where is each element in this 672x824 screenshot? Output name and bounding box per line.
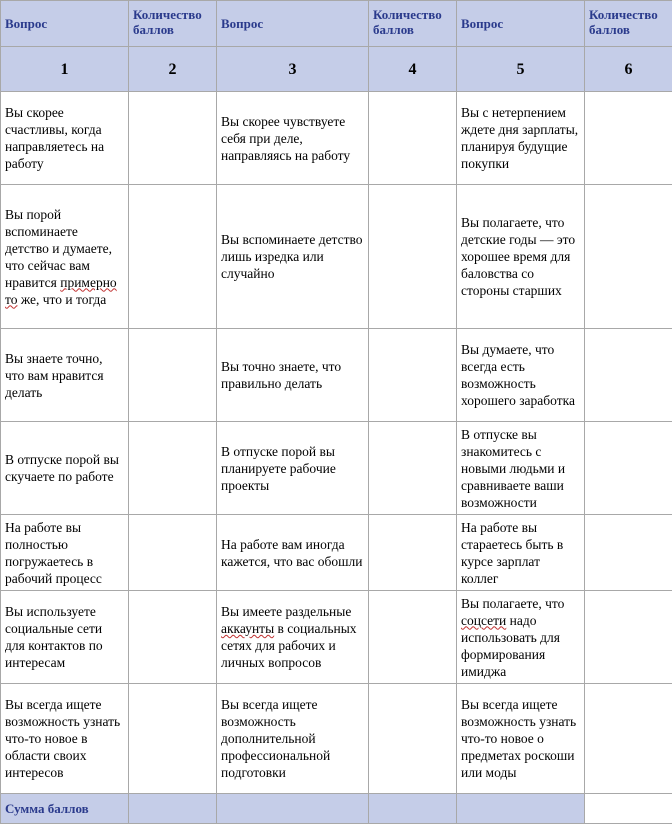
score-cell[interactable] — [369, 185, 457, 329]
sum-label: Сумма баллов — [1, 794, 129, 824]
header-score-2: Количество баллов — [369, 1, 457, 47]
question-cell: Вы полагаете, что детские годы — это хорошее время для баловства со стороны старших — [457, 185, 585, 329]
question-cell: Вы думаете, что всегда есть возможность хорошего заработка — [457, 329, 585, 422]
score-cell[interactable] — [129, 684, 217, 794]
question-cell: Вы вспоминаете детство лишь изредка или случайно — [217, 185, 369, 329]
score-cell[interactable] — [369, 92, 457, 185]
score-cell[interactable] — [585, 422, 672, 515]
score-cell[interactable] — [369, 515, 457, 591]
score-cell[interactable] — [129, 185, 217, 329]
header-score-1: Количество баллов — [129, 1, 217, 47]
question-cell: На работе вы стараетесь быть в курсе зарплат коллег — [457, 515, 585, 591]
question-cell: Вы всегда ищете возможность узнать что-то новое о предметах роскоши или моды — [457, 684, 585, 794]
score-cell[interactable] — [585, 185, 672, 329]
header-score-3: Количество баллов — [585, 1, 672, 47]
question-cell: На работе вы полностью погружаетесь в рабочий процесс — [1, 515, 129, 591]
header-row — [1, 1, 672, 47]
score-cell[interactable] — [129, 515, 217, 591]
header-question-1: Вопрос — [1, 1, 129, 47]
question-cell: На работе вам иногда кажется, что вас обошли — [217, 515, 369, 591]
question-cell: Вы знаете точно, что вам нравится делать — [1, 329, 129, 422]
spellcheck-marked-text: соцсети — [461, 613, 506, 628]
question-text: Вы порой вспоминаете детство и думаете, что сейчас вам нравится — [5, 207, 112, 290]
score-cell[interactable] — [369, 684, 457, 794]
table-row — [1, 329, 672, 422]
table-row — [1, 684, 672, 794]
spellcheck-marked-text: аккаунты — [221, 621, 274, 636]
sum-cell — [129, 794, 217, 824]
score-cell[interactable] — [129, 329, 217, 422]
question-cell: Вы точно знаете, что правильно делать — [217, 329, 369, 422]
question-cell — [217, 591, 369, 684]
sum-total-cell[interactable] — [585, 794, 672, 824]
column-number: 6 — [585, 47, 672, 92]
header-question-3: Вопрос — [457, 1, 585, 47]
sum-cell — [457, 794, 585, 824]
score-cell[interactable] — [585, 591, 672, 684]
question-cell: Вы скорее чувствуете себя при деле, направляясь на работу — [217, 92, 369, 185]
question-cell: Вы всегда ищете возможность узнать что-то новое в области своих интересов — [1, 684, 129, 794]
column-number: 5 — [457, 47, 585, 92]
column-number: 1 — [1, 47, 129, 92]
score-cell[interactable] — [585, 92, 672, 185]
score-cell[interactable] — [369, 422, 457, 515]
score-cell[interactable] — [585, 515, 672, 591]
spellcheck-marked-text: примерно то — [5, 275, 117, 307]
sum-row — [1, 794, 672, 824]
table-row — [1, 185, 672, 329]
sum-cell — [217, 794, 369, 824]
column-number: 4 — [369, 47, 457, 92]
question-text: Вы имеете раздельные — [221, 604, 351, 619]
question-cell: Вы всегда ищете возможность дополнительной профессиональной подготовки — [217, 684, 369, 794]
score-cell[interactable] — [585, 329, 672, 422]
question-cell: Вы с нетерпением ждете дня зарплаты, планируя будущие покупки — [457, 92, 585, 185]
question-text: Вы полагаете, что — [461, 596, 564, 611]
header-question-2: Вопрос — [217, 1, 369, 47]
question-cell — [457, 591, 585, 684]
question-text: же, что и тогда — [17, 292, 106, 307]
column-number: 3 — [217, 47, 369, 92]
score-cell[interactable] — [369, 329, 457, 422]
table-row — [1, 92, 672, 185]
column-number-row — [1, 47, 672, 92]
question-cell — [1, 185, 129, 329]
question-text: в социальных сетях для рабочих и личных вопросов — [221, 621, 357, 670]
column-number: 2 — [129, 47, 217, 92]
score-cell[interactable] — [129, 422, 217, 515]
question-text: надо использовать для формирования имиджа — [461, 613, 560, 679]
sum-cell — [369, 794, 457, 824]
score-cell[interactable] — [585, 684, 672, 794]
question-cell: В отпуске вы знакомитесь с новыми людьми и сравниваете ваши возможности — [457, 422, 585, 515]
question-cell: В отпуске порой вы скучаете по работе — [1, 422, 129, 515]
table-row — [1, 591, 672, 684]
score-cell[interactable] — [129, 591, 217, 684]
question-cell: Вы скорее счастливы, когда направляетесь на работу — [1, 92, 129, 185]
table-row — [1, 422, 672, 515]
question-cell: Вы используете социальные сети для контактов по интересам — [1, 591, 129, 684]
question-cell: В отпуске порой вы планируете рабочие проекты — [217, 422, 369, 515]
score-cell[interactable] — [369, 591, 457, 684]
score-cell[interactable] — [129, 92, 217, 185]
table-row — [1, 515, 672, 591]
